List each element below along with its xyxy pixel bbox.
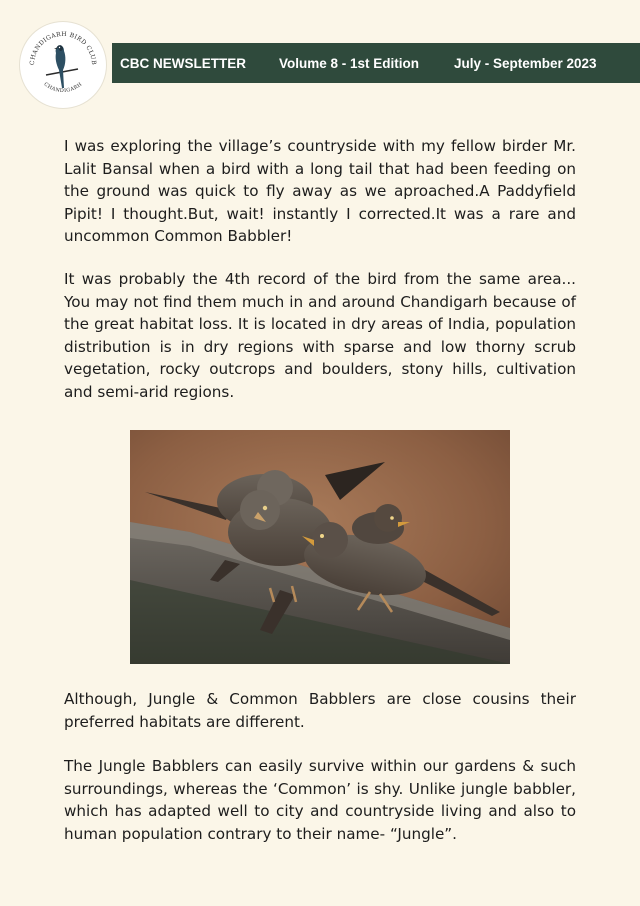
logo-city: CHANDIGARH [42,81,84,95]
newsletter-volume: Volume 8 - 1st Edition [279,55,420,71]
article-paragraph-3: Although, Jungle & Common Babblers are close cousins their preferred habitats are different. [64,690,576,731]
newsletter-title: CBC NEWSLETTER [120,55,246,71]
article-paragraph-1: I was exploring the village’s countryside with my fellow birder Mr. Lalit Bansal when a bird with a long tail that had been feeding on the ground was quick to fly away as we aproached.A Paddyfield Pipit! I thought.But, wait! instantly I corrected.It was a rare and uncommon Common Babbler! [64,137,576,245]
article-paragraph-4: The Jungle Babblers can easily survive within our gardens & such surroundings, whereas the ‘Common’ is shy. Unlike jungle babbler, which has adapted well to city and countryside living and also to human population contrary to their name- “Jungle”. [64,757,576,843]
club-logo [20,22,106,108]
babblers-image-icon [130,430,510,664]
article-paragraph-2: It was probably the 4th record of the bird from the same area... You may not find them much in and around Chandigarh because of the great habitat loss. It is located in dry areas of India, population distribution is in dry regions with sparse and low thorny scrub vegetation, rocky outcrops and boulders, stony hills, cultivation and semi-arid regions. [64,270,576,401]
logo-club-name: CHANDIGARH BIRD CLUB [28,30,98,66]
newsletter-header [112,43,640,83]
newsletter-date: July - September 2023 [454,55,597,71]
babblers-photo [130,430,510,664]
bird-logo-icon [20,22,106,108]
